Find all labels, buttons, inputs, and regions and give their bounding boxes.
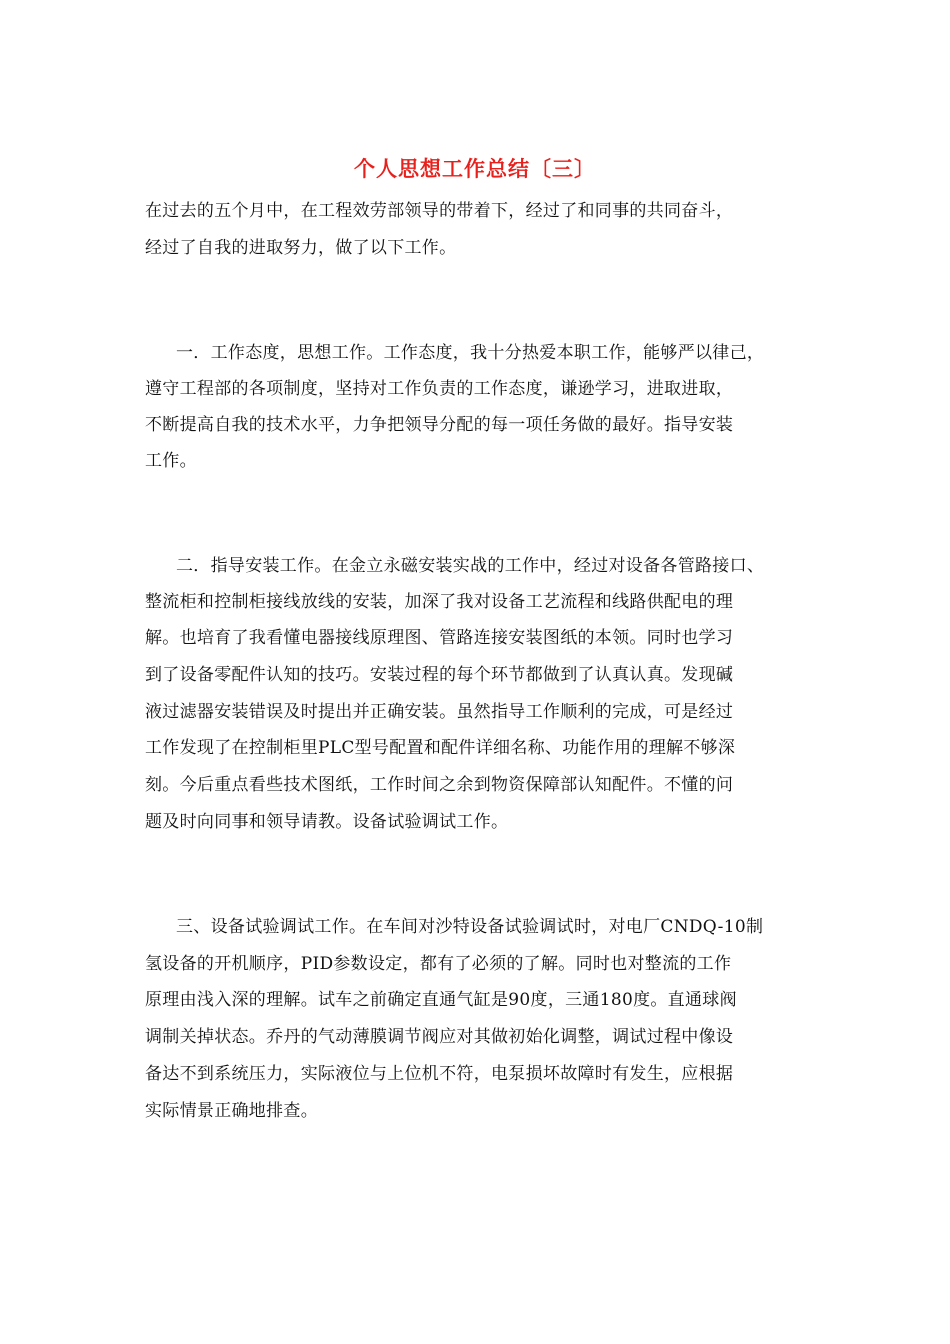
- section-1-line: 工作。: [145, 451, 197, 471]
- section-2-line: 刻。今后重点看些技术图纸，工作时间之余到物资保障部认知配件。不懂的问: [145, 775, 734, 795]
- section-1-line: 不断提高自我的技术水平，力争把领导分配的每一项任务做的最好。指导安装: [145, 415, 734, 435]
- section-2-line: 液过滤器安装错误及时提出并正确安装。虽然指导工作顺利的完成，可是经过: [145, 702, 734, 722]
- section-2-line: 二．指导安装工作。在金立永磁安装实战的工作中，经过对设备各管路接口、: [176, 556, 765, 576]
- section-2-line: 解。也培育了我看懂电器接线原理图、管路连接安装图纸的本领。同时也学习: [145, 628, 734, 648]
- section-2-line: 题及时向同事和领导请教。设备试验调试工作。: [145, 812, 509, 832]
- section-2-line: 整流柜和控制柜接线放线的安装，加深了我对设备工艺流程和线路供配电的理: [145, 592, 734, 612]
- section-1-line: 一．工作态度，思想工作。工作态度，我十分热爱本职工作，能够严以律己，: [176, 343, 765, 363]
- section-2-line: 到了设备零配件认知的技巧。安装过程的每个环节都做到了认真认真。发现碱: [145, 665, 734, 685]
- section-3-line: 原理由浅入深的理解。试车之前确定直通气缸是90度，三通180度。直通球阀: [145, 990, 737, 1010]
- document-title: 个人思想工作总结〔三〕: [354, 156, 596, 181]
- section-3-line: 实际情景正确地排查。: [145, 1101, 318, 1121]
- section-2-line: 工作发现了在控制柜里PLC型号配置和配件详细名称、功能作用的理解不够深: [145, 738, 736, 758]
- section-3-line: 调制关掉状态。乔丹的气动薄膜调节阀应对其做初始化调整，调试过程中像设: [145, 1027, 734, 1047]
- section-1-line: 遵守工程部的各项制度，坚持对工作负责的工作态度，谦逊学习，进取进取，: [145, 379, 734, 399]
- section-3-line: 备达不到系统压力，实际液位与上位机不符，电泵损坏故障时有发生，应根据: [145, 1064, 734, 1084]
- intro-line: 经过了自我的进取努力，做了以下工作。: [145, 238, 457, 258]
- intro-line: 在过去的五个月中，在工程效劳部领导的带着下，经过了和同事的共同奋斗，: [145, 201, 734, 221]
- section-3-line: 氢设备的开机顺序，PID参数设定，都有了必须的了解。同时也对整流的工作: [145, 954, 732, 974]
- section-3-line: 三、设备试验调试工作。在车间对沙特设备试验调试时，对电厂CNDQ-10制: [176, 917, 764, 937]
